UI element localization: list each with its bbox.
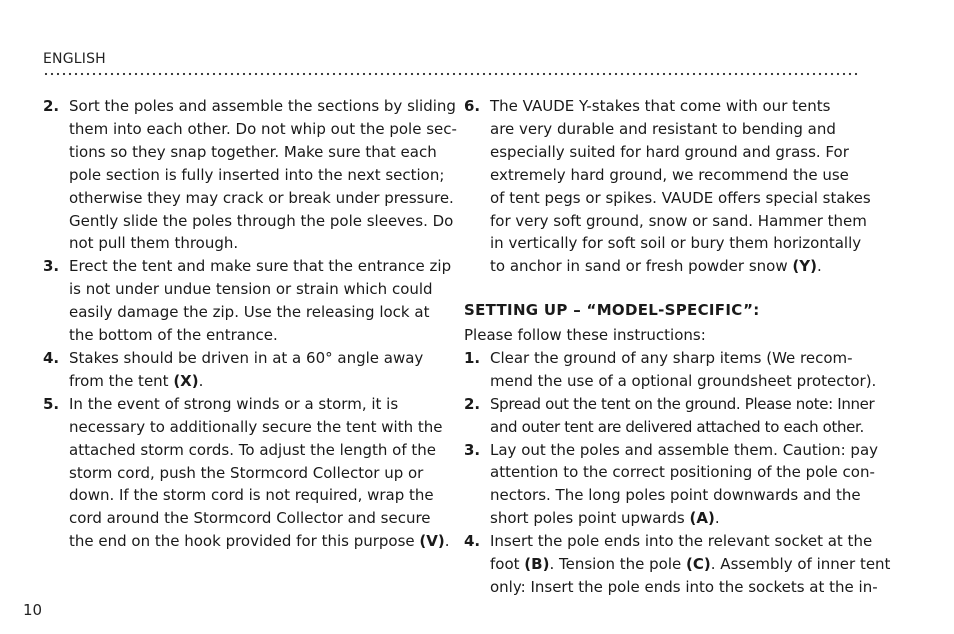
text-run: from the tent bbox=[69, 371, 174, 390]
text-line: Gently slide the poles through the pole sleeves. Do bbox=[69, 211, 454, 230]
text-line: mend the use of a optional groundsheet protector). bbox=[490, 371, 877, 390]
text-run: . Assembly of inner tent bbox=[710, 555, 891, 574]
list-item-2 bbox=[43, 95, 457, 255]
text-line: especially suited for hard ground and grass. For bbox=[490, 142, 849, 161]
list-number: 2. bbox=[464, 394, 481, 413]
text-line: otherwise they may crack or break under pressure. bbox=[69, 188, 454, 207]
text-line: nectors. The long poles point downwards and the bbox=[490, 486, 861, 505]
text-line: necessary to additionally secure the tent with the bbox=[69, 417, 443, 436]
text-line: only: Insert the pole ends into the sockets at the in- bbox=[490, 578, 878, 597]
intro-text: Please follow these instructions: bbox=[464, 326, 706, 345]
text-line: storm cord, push the Stormcord Collector up or bbox=[69, 463, 424, 482]
figure-reference: (C) bbox=[686, 555, 711, 574]
list-item-6 bbox=[464, 95, 871, 278]
text-line: Stakes should be driven in at a 60° angle away bbox=[69, 348, 424, 367]
text-line: Spread out the tent on the ground. Please note: Inner bbox=[490, 394, 875, 413]
text-line: Clear the ground of any sharp items (We recom- bbox=[490, 348, 853, 367]
list-text bbox=[69, 95, 457, 255]
text-line: are very durable and resistant to bending and bbox=[490, 119, 836, 138]
text-line: cord around the Stormcord Collector and secure bbox=[69, 509, 431, 528]
list-number: 4. bbox=[43, 348, 60, 367]
text-line: The VAUDE Y-stakes that come with our tents bbox=[490, 97, 831, 115]
list-number: 4. bbox=[464, 532, 481, 551]
list-number: 3. bbox=[43, 257, 60, 276]
text-line bbox=[490, 507, 878, 530]
dotted-divider bbox=[43, 72, 860, 76]
text-line: is not under undue tension or strain which could bbox=[69, 280, 433, 299]
text-line: for very soft ground, snow or sand. Hammer them bbox=[490, 211, 867, 230]
list-number: 6. bbox=[464, 97, 481, 115]
list-text bbox=[490, 393, 874, 439]
text-run: the end on the hook provided for this purpose bbox=[69, 532, 420, 551]
right-column bbox=[464, 95, 891, 599]
list-number: 3. bbox=[464, 440, 481, 459]
text-line: extremely hard ground, we recommend the use bbox=[490, 165, 849, 184]
text-line bbox=[69, 370, 438, 393]
text-line: down. If the storm cord is not required, wrap the bbox=[69, 486, 434, 505]
text-line: in vertically for soft soil or bury them horizontally bbox=[490, 234, 862, 253]
text-line: and outer tent are delivered attached to each other. bbox=[490, 417, 864, 436]
list-item-5 bbox=[43, 393, 450, 553]
text-line bbox=[490, 255, 871, 278]
text-line: not pull them through. bbox=[69, 234, 239, 253]
text-line: In the event of strong winds or a storm, it is bbox=[69, 394, 399, 413]
figure-reference: (X) bbox=[173, 371, 199, 390]
spacer bbox=[464, 278, 864, 301]
text-line: attached storm cords. To adjust the length of the bbox=[69, 440, 436, 459]
list-item-3 bbox=[43, 255, 452, 347]
step-1 bbox=[464, 347, 877, 393]
text-line: the bottom of the entrance. bbox=[69, 326, 278, 345]
header-language-label: ENGLISH bbox=[43, 51, 106, 67]
text-line bbox=[69, 530, 450, 553]
list-text bbox=[490, 530, 890, 599]
list-number: 2. bbox=[43, 97, 60, 115]
list-text bbox=[490, 439, 878, 531]
text-run: . bbox=[816, 257, 822, 276]
section-heading: SETTING UP – “MODEL-SPECIFIC”: bbox=[464, 301, 760, 320]
text-run: foot bbox=[490, 555, 525, 574]
list-text bbox=[490, 95, 871, 278]
text-line: attention to the correct positioning of the pole con- bbox=[490, 463, 875, 482]
text-line: Sort the poles and assemble the sections by sliding bbox=[69, 97, 456, 115]
step-3 bbox=[464, 439, 879, 531]
text-line: them into each other. Do not whip out the pole sec- bbox=[69, 119, 457, 138]
figure-reference: (A) bbox=[689, 509, 715, 528]
step-4 bbox=[464, 530, 891, 599]
list-text bbox=[490, 347, 876, 393]
text-line: of tent pegs or spikes. VAUDE offers special stakes bbox=[490, 188, 871, 207]
figure-reference: (B) bbox=[524, 555, 550, 574]
figure-reference: (Y) bbox=[792, 257, 817, 276]
step-2 bbox=[464, 393, 875, 439]
text-run: . bbox=[198, 371, 204, 390]
list-text bbox=[69, 255, 451, 347]
list-number: 1. bbox=[464, 348, 481, 367]
list-item-4 bbox=[43, 347, 438, 393]
list-text bbox=[69, 393, 450, 553]
text-run: . bbox=[444, 532, 450, 551]
text-line: easily damage the zip. Use the releasing lock at bbox=[69, 303, 430, 322]
text-line: tions so they snap together. Make sure that each bbox=[69, 142, 437, 161]
left-column bbox=[43, 95, 457, 553]
text-run: . Tension the pole bbox=[549, 555, 687, 574]
text-run: . bbox=[714, 509, 720, 528]
list-number: 5. bbox=[43, 394, 60, 413]
text-line: Insert the pole ends into the relevant socket at the bbox=[490, 532, 873, 551]
text-line: Erect the tent and make sure that the entrance zip bbox=[69, 257, 452, 276]
text-line: Lay out the poles and assemble them. Caution: pay bbox=[490, 440, 879, 459]
text-run: short poles point upwards bbox=[490, 509, 690, 528]
list-text bbox=[69, 347, 438, 393]
text-line: pole section is fully inserted into the next section; bbox=[69, 165, 445, 184]
text-line bbox=[490, 553, 890, 576]
text-run: to anchor in sand or fresh powder snow bbox=[490, 257, 793, 276]
page-number: 10 bbox=[23, 601, 43, 619]
figure-reference: (V) bbox=[419, 532, 445, 551]
